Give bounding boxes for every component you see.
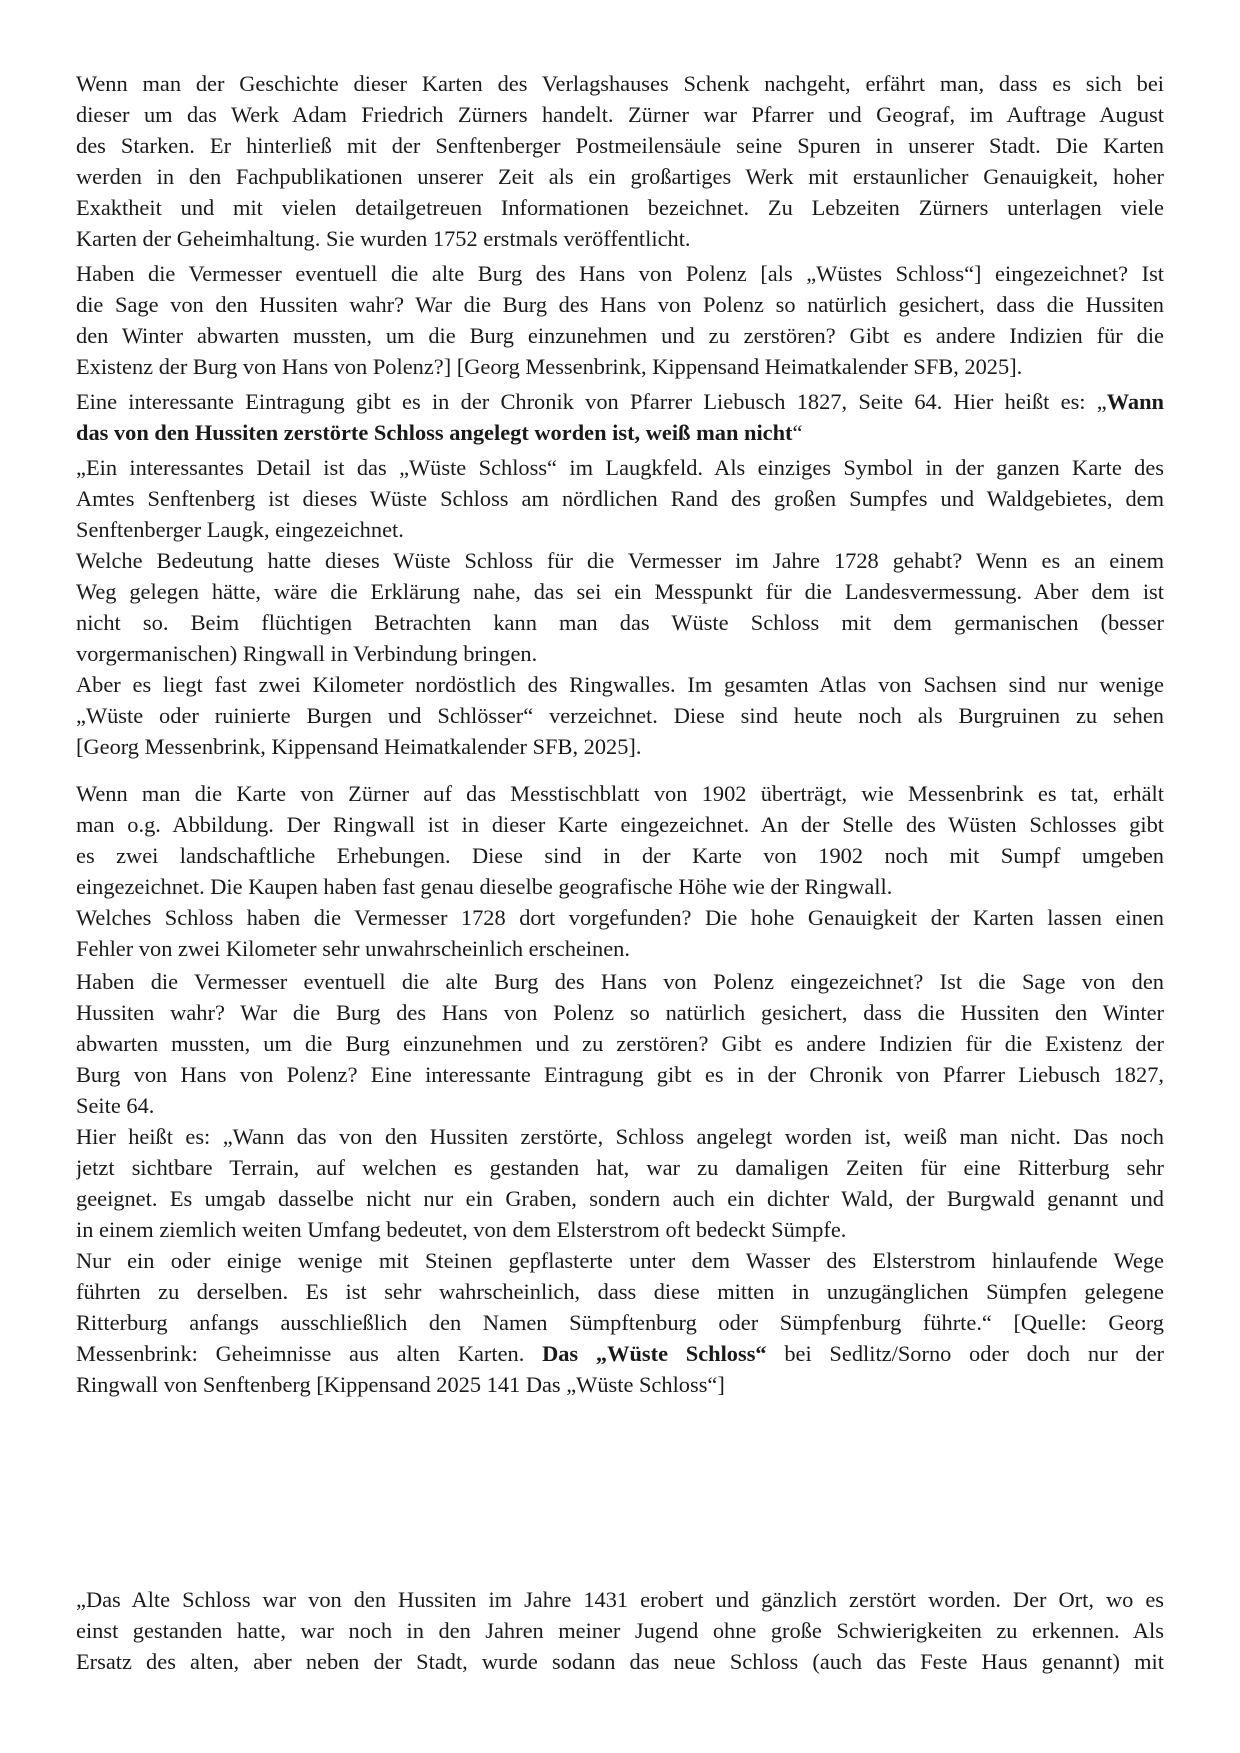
text-line: Amtes Senftenberg ist dieses Wüste Schloss am nördlichen Rand des großen Sumpfes und Waldgebietes, dem xyxy=(76,486,1164,511)
text-line: „Wüste oder ruinierte Burgen und Schlösser“ verzeichnet. Diese sind heute noch als Burgruinen zu sehen xyxy=(76,703,1164,728)
text-line: Exaktheit und mit vielen detailgetreuen Informationen bezeichnet. Zu Lebzeiten Zürners unterlagen viele xyxy=(76,195,1164,220)
text-line: führten zu derselben. Es ist sehr wahrscheinlich, dass diese mitten in unzugänglichen Sümpfen gelegene xyxy=(76,1279,1164,1304)
bold-quote: Wann xyxy=(1106,389,1164,414)
text-line: Wenn man die Karte von Zürner auf das Messtischblatt von 1902 überträgt, wie Messenbrink es tat, erhält xyxy=(76,781,1164,806)
text-run: bei Sedlitz/Sorno oder doch nur der xyxy=(766,1341,1164,1366)
text-line: Seite 64. xyxy=(76,1093,155,1118)
text-line: Karten der Geheimhaltung. Sie wurden 1752 erstmals veröffentlicht. xyxy=(76,226,691,251)
text-line: Nur ein oder einige wenige mit Steinen gepflasterte unter dem Wasser des Elsterstrom hinlaufende Wege xyxy=(76,1248,1164,1273)
text-line: Fehler von zwei Kilometer sehr unwahrscheinlich erscheinen. xyxy=(76,936,630,961)
text-line: einst gestanden hatte, war noch in den Jahren meiner Jugend ohne große Schwierigkeiten zu erkennen. Als xyxy=(76,1618,1164,1643)
text-line: Wenn man der Geschichte dieser Karten des Verlagshauses Schenk nachgeht, erfährt man, dass es sich bei xyxy=(76,71,1164,96)
text-line: Welches Schloss haben die Vermesser 1728 dort vorgefunden? Die hohe Genauigkeit der Karten lassen einen xyxy=(76,905,1164,930)
text-line: Senftenberger Laugk, eingezeichnet. xyxy=(76,517,404,542)
paragraph-chronik-entry xyxy=(76,386,1164,448)
text-line: man o.g. Abbildung. Der Ringwall ist in dieser Karte eingezeichnet. An der Stelle des Wüsten Schlosses gibt xyxy=(76,812,1164,837)
text-line: Ersatz des alten, aber neben der Stadt, wurde sodann das neue Schloss (auch das Feste Haus genannt) mit xyxy=(76,1649,1164,1674)
text-line: „Ein interessantes Detail ist das „Wüste Schloss“ im Laugkfeld. Als einziges Symbol in der ganzen Karte des xyxy=(76,455,1164,480)
paragraph-zuerner-maps xyxy=(76,68,1164,254)
text-line: Haben die Vermesser eventuell die alte Burg des Hans von Polenz eingezeichnet? Ist die Sage von den xyxy=(76,969,1164,994)
bold-title: Das „Wüste Schloss“ xyxy=(542,1341,767,1366)
text-line: „Das Alte Schloss war von den Hussiten im Jahre 1431 erobert und gänzlich zerstört worden. Der Ort, wo es xyxy=(76,1587,1164,1612)
paragraph-altes-schloss xyxy=(76,1584,1164,1677)
text-line: werden in den Fachpublikationen unserer Zeit als ein großartiges Werk mit erstaunlicher Genauigkeit, hoher xyxy=(76,164,1164,189)
paragraph-polenz-question xyxy=(76,258,1164,382)
paragraph-wueste-schloss-detail xyxy=(76,452,1164,762)
text-line: Haben die Vermesser eventuell die alte Burg des Hans von Polenz [als „Wüstes Schloss“] eingezeichnet? Ist xyxy=(76,261,1164,286)
text-run: Messenbrink: Geheimnisse aus alten Karten. xyxy=(76,1341,543,1366)
text-line: jetzt sichtbare Terrain, auf welchen es gestanden hat, war zu damaligen Zeiten für eine Ritterburg sehr xyxy=(76,1155,1164,1180)
text-line: Aber es liegt fast zwei Kilometer nordöstlich des Ringwalles. Im gesamten Atlas von Sachsen sind nur wenige xyxy=(76,672,1164,697)
text-line: eingezeichnet. Die Kaupen haben fast genau dieselbe geografische Höhe wie der Ringwall. xyxy=(76,874,893,899)
text-line: Weg gelegen hätte, wäre die Erklärung nahe, das sei ein Messpunkt für die Landesvermessung. Aber dem ist xyxy=(76,579,1164,604)
text-line: geeignet. Es umgab dasselbe nicht nur ein Graben, sondern auch ein dichter Wald, der Burgwald genannt und xyxy=(76,1186,1164,1211)
text-run: “ xyxy=(792,420,803,445)
text-line: abwarten mussten, um die Burg einzunehmen und zu zerstören? Gibt es andere Indizien für die Existenz der xyxy=(76,1031,1164,1056)
text-line: den Winter abwarten mussten, um die Burg einzunehmen und zu zerstören? Gibt es andere Indizien für die xyxy=(76,323,1164,348)
paragraph-messtischblatt xyxy=(76,778,1164,964)
text-line xyxy=(76,417,1164,448)
text-line: in einem ziemlich weiten Umfang bedeutet, von dem Elsterstrom oft bedeckt Sümpfe. xyxy=(76,1217,847,1242)
text-line xyxy=(76,1338,1164,1369)
text-line: Existenz der Burg von Hans von Polenz?] [Georg Messenbrink, Kippensand Heimatkalender SFB, 2025]. xyxy=(76,354,1023,379)
paragraph-sumpfenburg xyxy=(76,966,1164,1400)
text-line: Burg von Hans von Polenz? Eine interessante Eintragung gibt es in der Chronik von Pfarrer Liebusch 1827, xyxy=(76,1062,1164,1087)
text-line: es zwei landschaftliche Erhebungen. Diese sind in der Karte von 1902 noch mit Sumpf umgeben xyxy=(76,843,1164,868)
text-line: vorgermanischen) Ringwall in Verbindung bringen. xyxy=(76,641,538,666)
text-line: Welche Bedeutung hatte dieses Wüste Schloss für die Vermesser im Jahre 1728 gehabt? Wenn es an einem xyxy=(76,548,1164,573)
text-line: Hussiten wahr? War die Burg des Hans von Polenz so natürlich gesichert, dass die Hussiten den Winter xyxy=(76,1000,1164,1025)
text-line: des Starken. Er hinterließ mit der Senftenberger Postmeilensäule seine Spuren in unserer Stadt. Die Karten xyxy=(76,133,1164,158)
text-line: [Georg Messenbrink, Kippensand Heimatkalender SFB, 2025]. xyxy=(76,734,642,759)
text-line: nicht so. Beim flüchtigen Betrachten kann man das Wüste Schloss mit dem germanischen (besser xyxy=(76,610,1164,635)
text-line: Ringwall von Senftenberg [Kippensand 2025 141 Das „Wüste Schloss“] xyxy=(76,1372,725,1397)
text-line: die Sage von den Hussiten wahr? War die Burg des Hans von Polenz so natürlich gesichert, dass die Hussiten xyxy=(76,292,1164,317)
text-line: Hier heißt es: „Wann das von den Hussiten zerstörte, Schloss angelegt worden ist, weiß man nicht. Das noch xyxy=(76,1124,1164,1149)
text-run: Eine interessante Eintragung gibt es in der Chronik von Pfarrer Liebusch 1827, Seite 64. Hier heißt es: „ xyxy=(76,389,1107,414)
bold-quote: das von den Hussiten zerstörte Schloss angelegt worden ist, weiß man nicht xyxy=(76,420,793,445)
text-line: Ritterburg anfangs ausschließlich den Namen Sümpftenburg oder Sümpfenburg führte.“ [Quelle: Georg xyxy=(76,1310,1164,1335)
text-line xyxy=(76,386,1164,417)
text-line: dieser um das Werk Adam Friedrich Zürners handelt. Zürner war Pfarrer und Geograf, im Auftrage August xyxy=(76,102,1164,127)
